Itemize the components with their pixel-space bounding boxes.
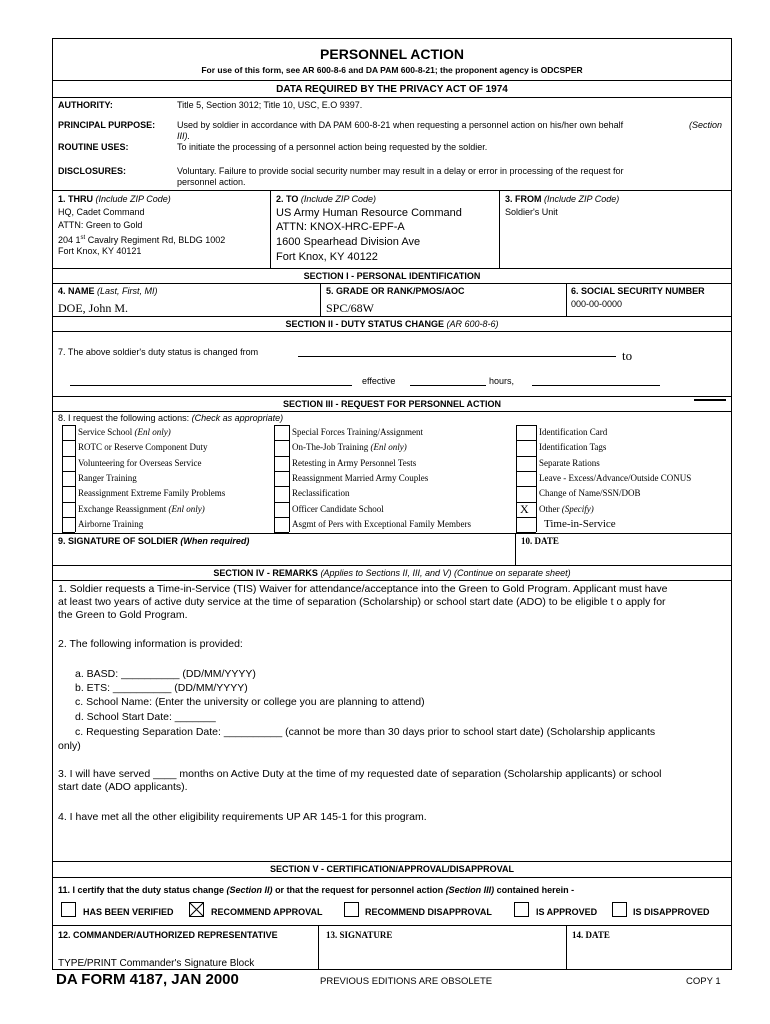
request-checkbox[interactable]: [62, 456, 75, 471]
request-option-label: Reassignment Extreme Family Problems: [78, 488, 226, 499]
form-title: PERSONNEL ACTION: [320, 46, 464, 62]
request-checkbox[interactable]: [516, 456, 536, 471]
request-option-label: Leave - Excess/Advance/Outside CONUS: [539, 472, 692, 483]
remarks-p1-line-2: at least two years of active duty service at the time of separation (Scholarship) or school start date (ADO) to be eligible t o apply for: [58, 596, 666, 608]
checkmark-x-icon: [190, 903, 203, 916]
disclosures-text-2: personnel action.: [177, 177, 246, 187]
has-been-verified-checkbox[interactable]: [61, 902, 76, 917]
routine-uses-label: ROUTINE USES:: [58, 142, 129, 152]
recommend-disapproval-checkbox[interactable]: [344, 902, 359, 917]
request-checkbox[interactable]: [516, 486, 536, 501]
principal-purpose-text-2: III).: [177, 131, 190, 141]
section-5-title: SECTION V - CERTIFICATION/APPROVAL/DISAPPROVAL: [269, 864, 514, 874]
thru-label: 1. THRU (Include ZIP Code): [58, 194, 171, 204]
remarks-p1-line-3: the Green to Gold Program.: [58, 609, 188, 621]
request-option-label: Ranger Training: [78, 472, 137, 483]
authority-text: Title 5, Section 3012; Title 10, USC, E.O 9397.: [177, 100, 363, 110]
grade-label: 5. GRADE OR RANK/PMOS/AOC: [326, 286, 465, 296]
other-checkbox-mark[interactable]: X: [520, 501, 529, 516]
request-option-label: Change of Name/SSN/DOB: [539, 488, 641, 499]
remarks-p1-line-1: 1. Soldier requests a Time-in-Service (TIS) Waiver for attendance/acceptance into the Green to Gold Program. Applicant must have: [58, 583, 668, 595]
thru-line-2[interactable]: ATTN: Green to Gold: [58, 220, 143, 230]
request-option-label: Separate Rations: [539, 457, 600, 468]
to-label: 2. TO (Include ZIP Code): [276, 194, 377, 204]
has-been-verified-label: HAS BEEN VERIFIED: [83, 907, 174, 917]
ssn-field[interactable]: 000-00-0000: [571, 299, 623, 309]
request-checkbox[interactable]: [516, 471, 536, 486]
request-checkbox[interactable]: [274, 486, 289, 501]
is-disapproved-label: IS DISAPPROVED: [633, 907, 710, 917]
name-field[interactable]: DOE, John M.: [58, 301, 129, 315]
remarks-list-a: a. BASD: __________ (DD/MM/YYYY): [75, 668, 256, 680]
type-print-label[interactable]: TYPE/PRINT Commander's Signature Block: [58, 958, 255, 969]
is-disapproved-checkbox[interactable]: [612, 902, 627, 917]
section-1-title: SECTION I - PERSONAL IDENTIFICATION: [303, 271, 481, 281]
remarks-list-d: d. School Start Date: _______: [75, 711, 216, 723]
section-2-title: SECTION II - DUTY STATUS CHANGE (AR 600-8-6): [285, 319, 499, 329]
authority-label: AUTHORITY:: [58, 100, 113, 110]
date-label-14: 14. DATE: [572, 930, 610, 940]
to-line-2[interactable]: ATTN: KNOX-HRC-EPF-A: [276, 221, 405, 233]
request-checkbox[interactable]: [274, 425, 289, 440]
request-option-label: Officer Candidate School: [292, 503, 384, 514]
duty-status-from-field[interactable]: [298, 356, 616, 357]
ssn-label: 6. SOCIAL SECURITY NUMBER: [571, 286, 705, 296]
remarks-p4: 4. I have met all the other eligibility requirements UP AR 145-1 for this program.: [58, 811, 427, 823]
request-checkbox[interactable]: [516, 425, 536, 440]
form-number: DA FORM 4187, JAN 2000: [56, 971, 239, 988]
signature-label-13: 13. SIGNATURE: [326, 930, 393, 940]
to-line-1[interactable]: US Army Human Resource Command: [276, 207, 462, 219]
is-approved-label: IS APPROVED: [536, 907, 598, 917]
request-option-label: Airborne Training: [78, 518, 144, 529]
section-3-title: SECTION III - REQUEST FOR PERSONNEL ACTION: [282, 399, 502, 409]
request-option-label: Reassignment Married Army Couples: [292, 472, 429, 483]
request-option-label: Other (Specify): [539, 503, 594, 514]
recommend-approval-checkbox[interactable]: [189, 902, 204, 917]
thru-line-4[interactable]: Fort Knox, KY 40121: [58, 246, 142, 256]
request-option-label: Exchange Reassignment (Enl only): [78, 503, 205, 514]
item-11-text: 11. I certify that the duty status change (Section II) or that the request for personnel action (Section III) contained herein -: [58, 885, 575, 895]
form-subtitle: For use of this form, see AR 600-8-6 and DA PAM 600-8-21; the proponent agency is ODCSPER: [201, 65, 583, 75]
effective-label: effective: [362, 376, 396, 386]
commander-label: 12. COMMANDER/AUTHORIZED REPRESENTATIVE: [58, 930, 278, 940]
to-word: to: [622, 348, 633, 363]
remarks-p2: 2. The following information is provided:: [58, 638, 243, 650]
request-checkbox[interactable]: [62, 471, 75, 486]
disclosures-label: DISCLOSURES:: [58, 166, 127, 176]
date-label-10: 10. DATE: [521, 536, 559, 546]
copy-label: COPY 1: [686, 976, 721, 987]
soldier-signature-label: 9. SIGNATURE OF SOLDIER (When required): [58, 536, 250, 546]
remarks-list-e: c. Requesting Separation Date: __________ (cannot be more than 30 days prior to school start date) (Scholarship applicants: [75, 726, 656, 738]
routine-uses-text: To initiate the processing of a personnel action being requested by the soldier.: [177, 142, 488, 152]
request-checkbox[interactable]: [62, 486, 75, 501]
request-option-label: Volunteering for Overseas Service: [78, 457, 202, 468]
name-label: 4. NAME (Last, First, MI): [58, 286, 158, 296]
to-line-4[interactable]: Fort Knox, KY 40122: [276, 251, 378, 263]
request-checkbox[interactable]: [62, 440, 75, 455]
request-option-label: On-The-Job Training (Enl only): [292, 442, 407, 453]
request-checkbox[interactable]: [516, 440, 536, 455]
remarks-p3-line-2: start date (ADO applicants).: [58, 781, 188, 793]
request-option-label: Reclassification: [292, 488, 350, 499]
other-specify-value[interactable]: Time-in-Service: [544, 517, 616, 530]
request-option-label: Identification Tags: [539, 442, 607, 453]
item-8-text: 8. I request the following actions: (Check as appropriate): [58, 413, 284, 423]
principal-purpose-section: (Section: [689, 120, 723, 130]
request-option-label: Special Forces Training/Assignment: [292, 427, 423, 437]
request-checkbox[interactable]: [62, 517, 75, 532]
principal-purpose-text: Used by soldier in accordance with DA PAM 600-8-21 when requesting a personnel action on his/her own behalf: [177, 120, 624, 130]
request-checkbox[interactable]: [274, 517, 289, 532]
principal-purpose-label: PRINCIPAL PURPOSE:: [58, 120, 156, 130]
from-line-1[interactable]: Soldier's Unit: [505, 207, 558, 217]
effective-date-field[interactable]: [532, 385, 660, 386]
effective-time-field[interactable]: [410, 385, 486, 386]
request-checkbox[interactable]: [274, 440, 289, 455]
is-approved-checkbox[interactable]: [514, 902, 529, 917]
section-4-title: SECTION IV - REMARKS (Applies to Sections II, III, and V) (Continue on separate sheet): [213, 568, 571, 578]
grade-field[interactable]: SPC/68W: [326, 301, 375, 315]
hours-label: hours,: [489, 376, 515, 386]
request-option-label: Service School (Enl only): [78, 427, 171, 437]
remarks-list-tail: only): [58, 740, 81, 752]
from-label: 3. FROM (Include ZIP Code): [505, 194, 620, 204]
request-option-label: Retesting in Army Personnel Tests: [292, 457, 417, 468]
request-checkbox[interactable]: [274, 471, 289, 486]
remarks-list-c: c. School Name: (Enter the university or college you are planning to attend): [75, 696, 425, 708]
thru-line-3[interactable]: 204 1st Cavalry Regiment Rd, BLDG 1002: [58, 235, 226, 245]
privacy-act-title: DATA REQUIRED BY THE PRIVACY ACT OF 1974: [276, 84, 508, 95]
item-7-text: 7. The above soldier's duty status is changed from: [58, 347, 259, 357]
thru-line-1[interactable]: HQ, Cadet Command: [58, 207, 145, 217]
request-checkbox[interactable]: [274, 456, 289, 471]
previous-editions-note: PREVIOUS EDITIONS ARE OBSOLETE: [320, 976, 493, 987]
request-checkbox[interactable]: [274, 502, 289, 517]
request-checkbox[interactable]: [62, 425, 75, 440]
request-option-label: Asgmt of Pers with Exceptional Family Members: [292, 518, 471, 529]
request-option-label: Identification Card: [539, 427, 608, 437]
duty-status-to-field[interactable]: [70, 385, 352, 386]
disclosures-text: Voluntary. Failure to provide social security number may result in a delay or error in processing of the request for: [177, 166, 624, 176]
remarks-p3-line-1: 3. I will have served ____ months on Active Duty at the time of my requested date of separation (Scholarship applicants) or school: [58, 768, 662, 780]
request-checkbox[interactable]: [62, 502, 75, 517]
request-option-label: ROTC or Reserve Component Duty: [78, 442, 208, 453]
to-line-3[interactable]: 1600 Spearhead Division Ave: [276, 236, 421, 248]
remarks-list-b: b. ETS: __________ (DD/MM/YYYY): [75, 682, 248, 694]
recommend-disapproval-label: RECOMMEND DISAPPROVAL: [365, 907, 492, 917]
recommend-approval-label: RECOMMEND APPROVAL: [211, 907, 323, 917]
